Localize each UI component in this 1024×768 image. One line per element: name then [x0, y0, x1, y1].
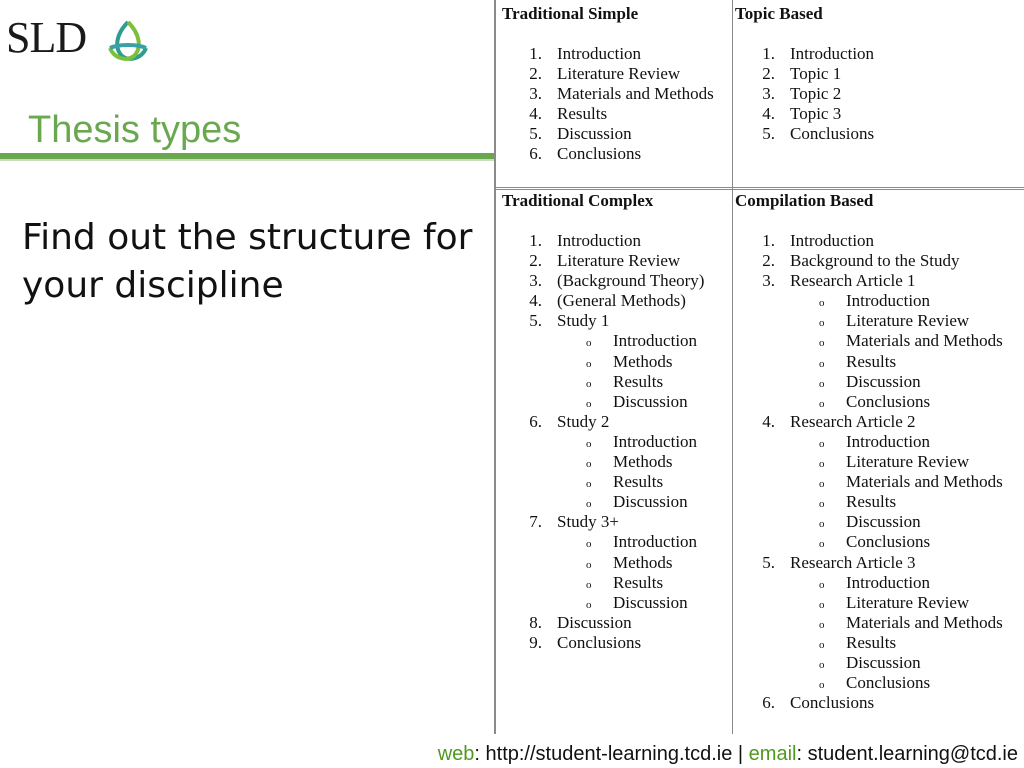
list-item — [735, 64, 1021, 84]
sub-list-item — [502, 553, 730, 573]
list-item-text: Introduction — [790, 44, 875, 63]
list-item-text: Introduction — [613, 532, 698, 552]
logo-text: SLD — [6, 13, 87, 62]
list-item — [735, 84, 1021, 104]
bullet-marker: o — [819, 297, 825, 310]
list-item-text: Discussion — [557, 612, 632, 632]
list-item-text: Literature Review — [557, 64, 681, 84]
list-item-text: Discussion — [557, 124, 632, 144]
list-item — [502, 124, 730, 144]
cell-heading: Traditional Complex — [502, 191, 654, 210]
list-item — [502, 512, 730, 532]
list-item-text: (General Methods) — [557, 291, 686, 311]
list-item — [502, 144, 730, 164]
email-link[interactable]: : student.learning@tcd.ie — [796, 743, 1018, 765]
bullet-marker: o — [586, 397, 592, 410]
sub-list-item — [735, 352, 1021, 372]
list-item-text: Introduction — [846, 291, 931, 311]
trinity-knot-icon — [102, 16, 154, 68]
bullet-marker: o — [819, 518, 825, 531]
thesis-structure-table — [494, 0, 1024, 734]
list-item-number: 5. — [529, 124, 542, 144]
list-item — [502, 613, 730, 633]
list-item-text: Methods — [613, 351, 673, 371]
table-row-divider — [496, 187, 1024, 188]
bullet-marker: o — [819, 337, 825, 350]
list-item-number: 2. — [529, 251, 542, 271]
list-item-text: Research Article 2 — [790, 411, 916, 431]
list-item-number: 4. — [529, 291, 542, 311]
list-item-text: Topic 3 — [790, 104, 842, 124]
structure-list — [502, 231, 730, 653]
list-item-text: Conclusions — [846, 532, 931, 552]
cell-heading: Topic Based — [735, 4, 823, 23]
list-item-number: 2. — [762, 251, 775, 271]
list-item-text: Discussion — [613, 492, 688, 512]
list-item-text: Introduction — [613, 431, 698, 451]
sub-list-item — [735, 653, 1021, 673]
cell-topic-based — [735, 4, 1021, 144]
list-item-text: Results — [846, 351, 897, 371]
list-item-text: Literature Review — [557, 251, 681, 271]
list-item-text: Conclusions — [557, 144, 642, 164]
bullet-marker: o — [586, 578, 592, 591]
web-link[interactable]: : http://student-learning.tcd.ie | — [474, 743, 749, 765]
bullet-marker: o — [586, 357, 592, 370]
list-item-number: 4. — [762, 104, 775, 124]
sub-list-item — [735, 492, 1021, 512]
list-item-number: 2. — [529, 64, 542, 84]
list-item-text: Research Article 3 — [790, 552, 916, 572]
cell-heading: Compilation Based — [735, 191, 874, 210]
list-item-number: 1. — [762, 231, 775, 250]
list-item — [735, 44, 1021, 64]
bullet-marker: o — [586, 498, 592, 511]
list-item-number: 5. — [762, 552, 775, 572]
bullet-marker: o — [819, 638, 825, 651]
bullet-marker: o — [819, 578, 825, 591]
list-item-text: Conclusions — [790, 693, 875, 713]
list-item — [735, 104, 1021, 124]
list-item-text: Literature Review — [846, 311, 970, 331]
sub-list-item — [502, 372, 730, 392]
list-item-text: (Background Theory) — [557, 271, 705, 291]
bullet-marker: o — [819, 458, 825, 471]
bullet-marker: o — [586, 558, 592, 571]
sub-list-item — [502, 352, 730, 372]
list-item — [502, 271, 730, 291]
bullet-marker: o — [819, 317, 825, 330]
sub-list-item — [502, 452, 730, 472]
sub-list-item — [735, 512, 1021, 532]
list-item-number: 3. — [529, 84, 542, 104]
bullet-marker: o — [819, 679, 825, 692]
list-item — [502, 311, 730, 331]
web-label: web — [437, 743, 475, 765]
list-item — [735, 412, 1021, 432]
list-item-text: Topic 2 — [790, 84, 842, 104]
structure-list — [502, 44, 730, 165]
list-item — [502, 84, 730, 104]
sub-list-item — [735, 311, 1021, 331]
sub-list-item — [502, 472, 730, 492]
list-item-number: 4. — [529, 104, 542, 124]
list-item-text: Materials and Methods — [846, 472, 1003, 492]
list-item-text: Materials and Methods — [557, 84, 714, 104]
list-item-text: Research Article 1 — [790, 271, 916, 291]
sub-list-item — [735, 593, 1021, 613]
sub-list-item — [502, 432, 730, 452]
list-item-text: Introduction — [846, 572, 931, 592]
list-item — [735, 693, 1021, 713]
bullet-marker: o — [586, 538, 592, 551]
list-item — [735, 271, 1021, 291]
list-item-text: Study 1 — [557, 311, 610, 331]
list-item-text: Conclusions — [557, 632, 642, 652]
list-item-text: Discussion — [846, 371, 921, 391]
list-item-text: Study 2 — [557, 411, 610, 431]
list-item-number: 8. — [529, 612, 542, 632]
sub-list-item — [502, 492, 730, 512]
list-item-number: 6. — [529, 144, 542, 164]
bullet-marker: o — [819, 618, 825, 631]
sub-list-item — [735, 432, 1021, 452]
list-item-text: Results — [557, 104, 608, 124]
list-item-text: Discussion — [613, 592, 688, 612]
list-item-number: 5. — [529, 311, 542, 331]
bullet-marker: o — [586, 458, 592, 471]
sub-list-item — [735, 452, 1021, 472]
bullet-marker: o — [819, 397, 825, 410]
list-item — [502, 104, 730, 124]
bullet-marker: o — [586, 377, 592, 390]
list-item-text: Materials and Methods — [846, 612, 1003, 632]
list-item-text: Introduction — [557, 231, 642, 250]
sub-list-item — [735, 372, 1021, 392]
bullet-marker: o — [586, 478, 592, 491]
cell-traditional-simple — [502, 4, 730, 165]
sub-list-item — [735, 673, 1021, 693]
list-item-number: 7. — [529, 512, 542, 532]
list-item — [735, 251, 1021, 271]
list-item-text: Study 3+ — [557, 512, 620, 532]
bullet-marker: o — [819, 538, 825, 551]
bullet-marker: o — [819, 658, 825, 671]
list-item-number: 4. — [762, 411, 775, 431]
list-item-text: Results — [613, 472, 664, 492]
sub-list-item — [735, 472, 1021, 492]
list-item — [502, 231, 730, 251]
sub-list-item — [735, 532, 1021, 552]
list-item-text: Introduction — [846, 431, 931, 451]
slide-subtitle: Find out the structure for your discipline — [22, 217, 473, 306]
list-item — [502, 251, 730, 271]
list-item-text: Conclusions — [846, 673, 931, 693]
sub-list-item — [502, 392, 730, 412]
list-item-number: 2. — [762, 64, 775, 84]
list-item-text: Materials and Methods — [846, 331, 1003, 351]
list-item-text: Introduction — [613, 331, 698, 351]
cell-compilation-based — [735, 191, 1021, 713]
sub-list-item — [735, 613, 1021, 633]
list-item — [735, 124, 1021, 144]
table-row-divider-inner — [496, 189, 1024, 190]
list-item — [735, 231, 1021, 251]
list-item-text: Conclusions — [790, 124, 875, 144]
bullet-marker: o — [586, 437, 592, 450]
footer-contact — [438, 741, 1018, 767]
list-item-text: Results — [613, 371, 664, 391]
list-item-number: 3. — [529, 271, 542, 291]
list-item-text: Methods — [613, 452, 673, 472]
list-item-text: Results — [846, 632, 897, 652]
bullet-marker: o — [586, 598, 592, 611]
list-item-text: Discussion — [846, 512, 921, 532]
list-item — [735, 553, 1021, 573]
sub-list-item — [735, 331, 1021, 351]
title-divider-shadow — [0, 159, 494, 161]
bullet-marker: o — [819, 377, 825, 390]
list-item-text: Topic 1 — [790, 64, 842, 84]
list-item — [502, 633, 730, 653]
list-item-text: Literature Review — [846, 452, 970, 472]
table-column-divider — [732, 0, 733, 734]
list-item-text: Results — [846, 492, 897, 512]
list-item-number: 6. — [762, 693, 775, 713]
bullet-marker: o — [819, 478, 825, 491]
list-item-text: Introduction — [790, 231, 875, 250]
list-item-text: Conclusions — [846, 391, 931, 411]
list-item-text: Discussion — [846, 652, 921, 672]
cell-traditional-complex — [502, 191, 730, 653]
list-item — [502, 412, 730, 432]
list-item-number: 3. — [762, 271, 775, 291]
list-item-text: Methods — [613, 552, 673, 572]
sub-list-item — [735, 291, 1021, 311]
sub-list-item — [502, 573, 730, 593]
list-item-number: 9. — [529, 632, 542, 652]
list-item-number: 1. — [762, 44, 775, 63]
list-item — [502, 64, 730, 84]
list-item-number: 6. — [529, 411, 542, 431]
bullet-marker: o — [819, 598, 825, 611]
sub-list-item — [735, 392, 1021, 412]
sub-list-item — [502, 331, 730, 351]
structure-list — [735, 231, 1021, 713]
list-item-number: 1. — [529, 44, 542, 63]
bullet-marker: o — [819, 498, 825, 511]
list-item-text: Discussion — [613, 391, 688, 411]
list-item-text: Background to the Study — [790, 251, 960, 271]
list-item-text: Introduction — [557, 44, 642, 63]
bullet-marker: o — [819, 437, 825, 450]
list-item-text: Literature Review — [846, 592, 970, 612]
list-item — [502, 44, 730, 64]
cell-heading: Traditional Simple — [502, 4, 639, 23]
list-item-number: 1. — [529, 231, 542, 250]
sub-list-item — [735, 633, 1021, 653]
sub-list-item — [502, 532, 730, 552]
list-item — [502, 291, 730, 311]
slide-title: Thesis types — [28, 109, 242, 151]
sub-list-item — [502, 593, 730, 613]
list-item-text: Results — [613, 572, 664, 592]
email-label: email — [748, 743, 797, 765]
list-item-number: 5. — [762, 124, 775, 144]
bullet-marker: o — [586, 337, 592, 350]
bullet-marker: o — [819, 357, 825, 370]
structure-list — [735, 44, 1021, 144]
sub-list-item — [735, 573, 1021, 593]
list-item-number: 3. — [762, 84, 775, 104]
